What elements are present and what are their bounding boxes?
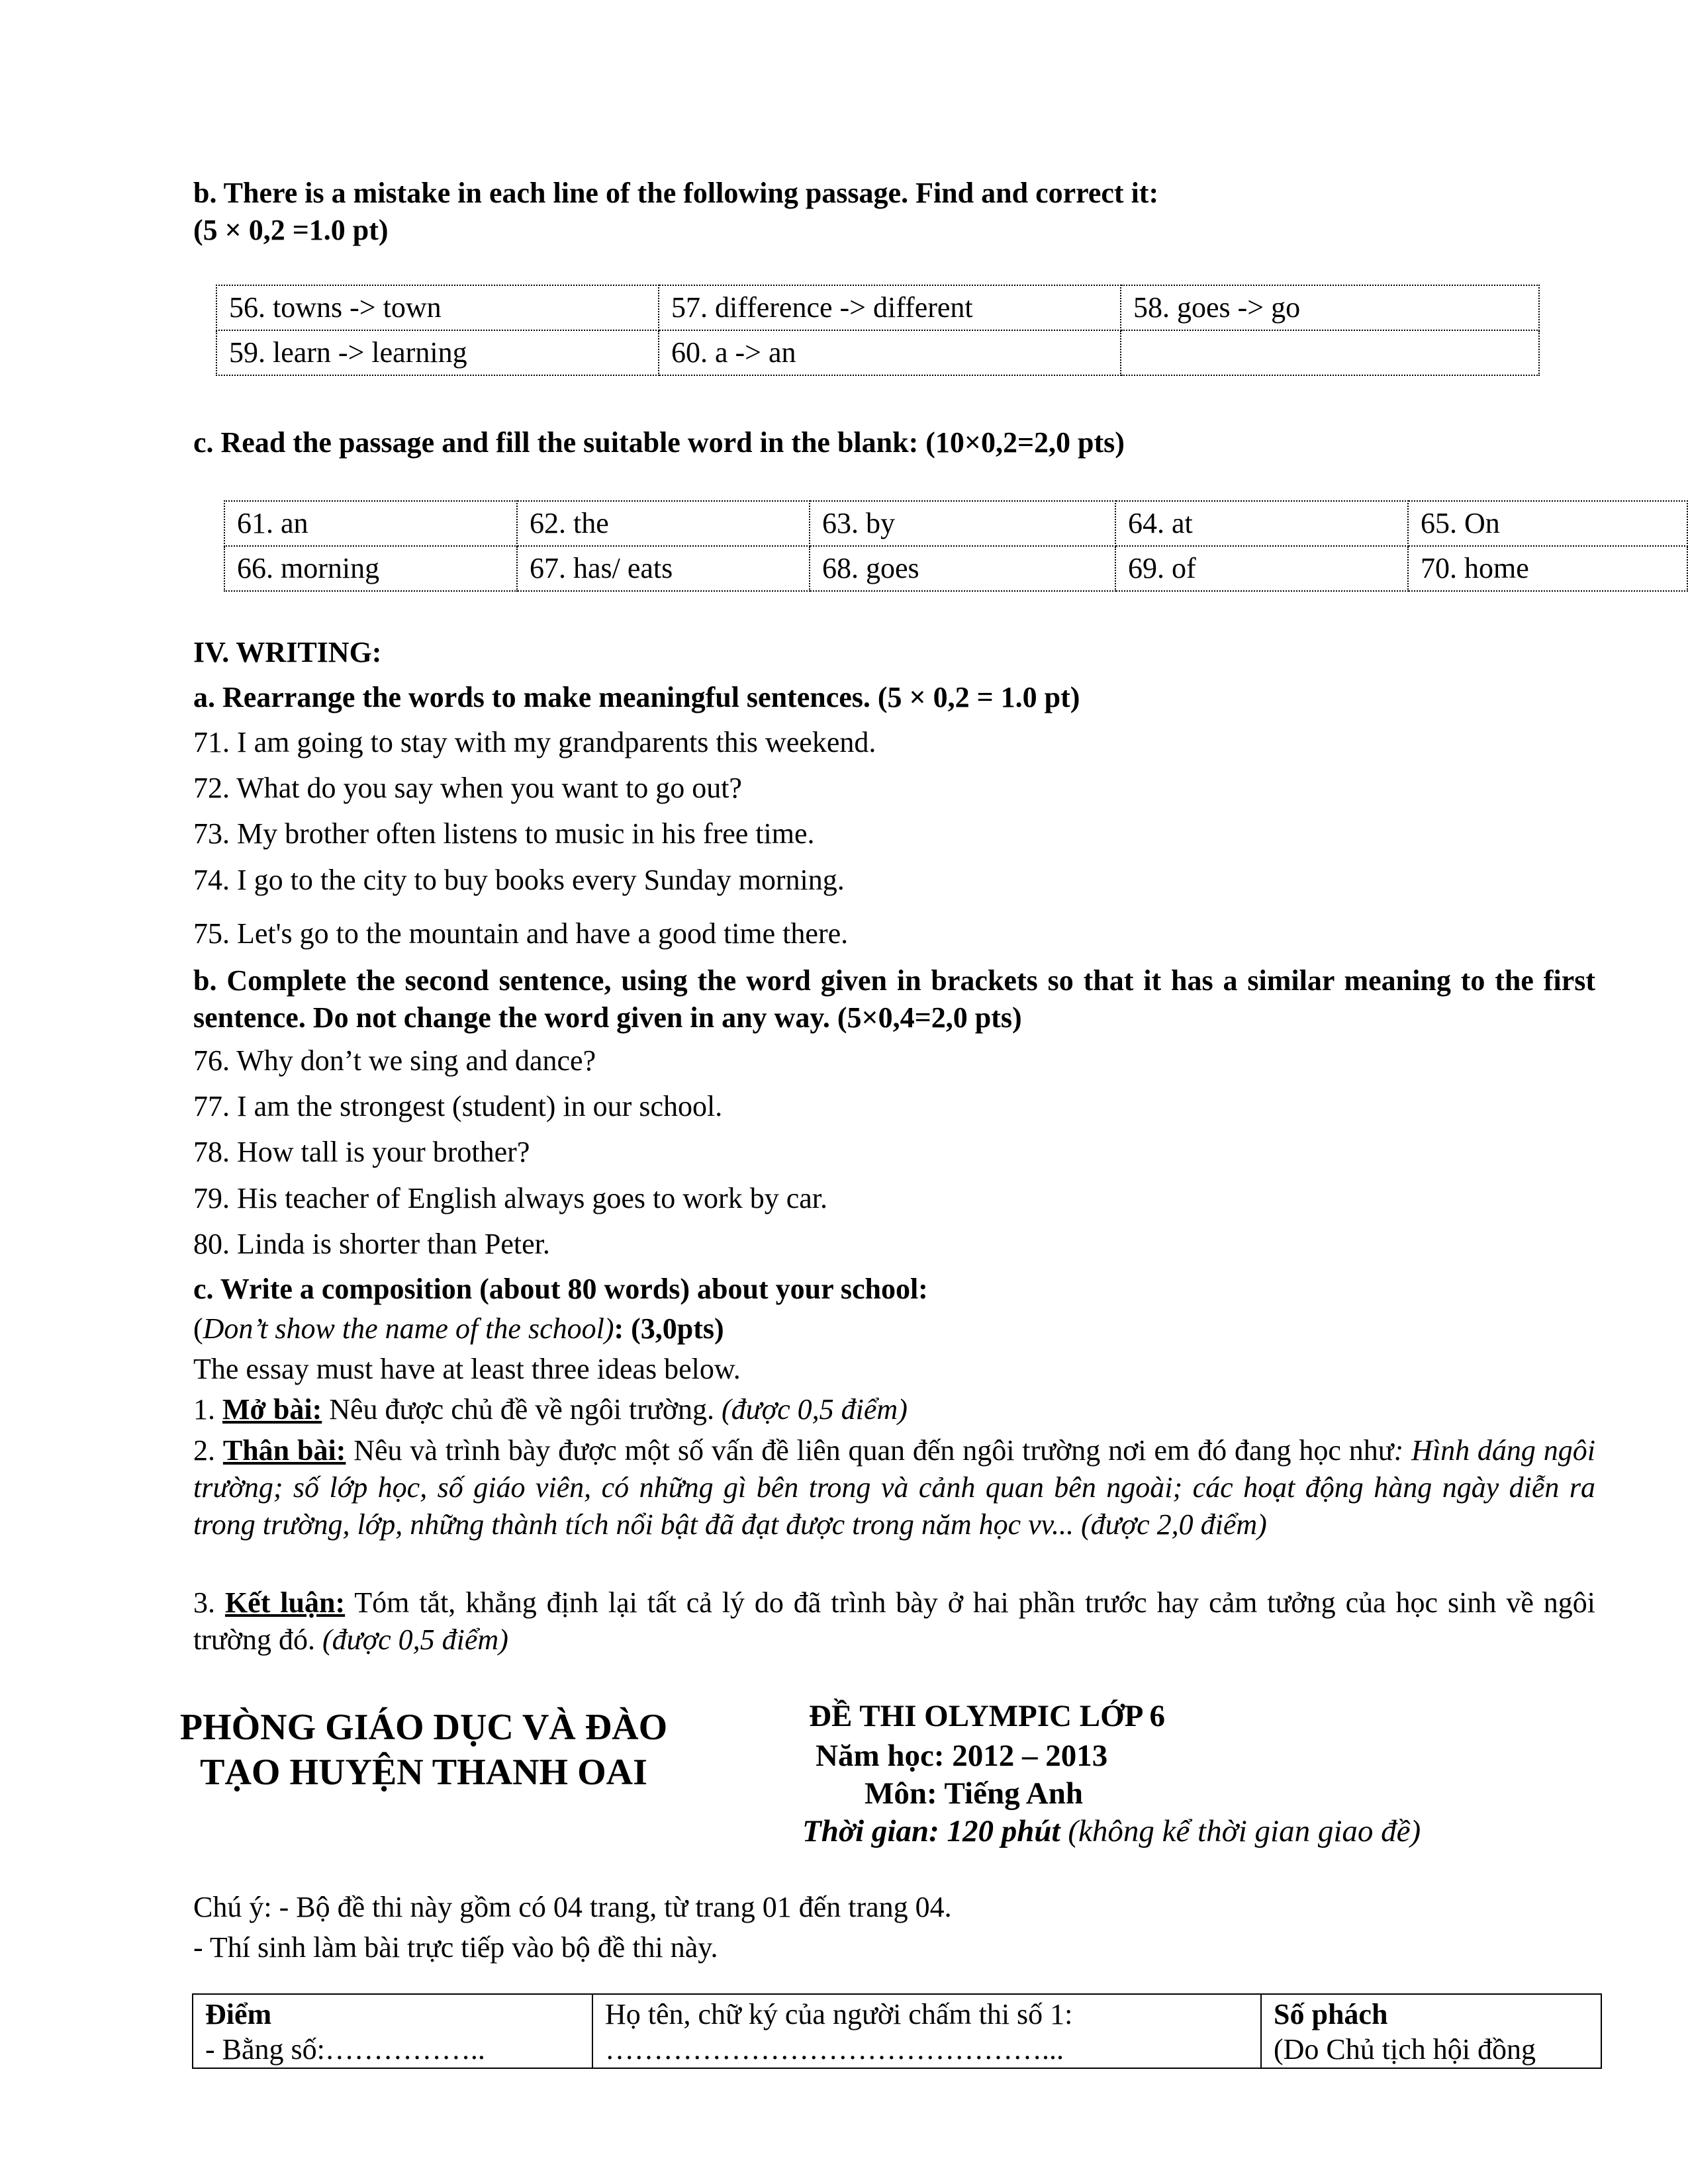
table-row: [216, 330, 1539, 375]
essay-item-label: Kết luận:: [224, 1586, 346, 1619]
table-cell: 59. learn -> learning: [216, 330, 659, 375]
essay-item-3: [193, 1584, 1595, 1659]
department-line-1: PHÒNG GIÁO DỤC VÀ ĐÀO: [179, 1707, 668, 1748]
table-cell: 62. the: [517, 501, 810, 546]
time-label: Thời gian: 120 phút: [802, 1814, 1060, 1848]
note-open: (: [193, 1312, 203, 1345]
subject: Môn: Tiếng Anh: [865, 1776, 1083, 1811]
table-cell: 70. home: [1408, 546, 1687, 591]
table-cell: 57. difference -> different: [659, 285, 1121, 330]
section-b-heading: b. There is a mistake in each line of the following passage. Find and correct it:: [193, 177, 1159, 209]
note-points: : (3,0pts): [614, 1312, 724, 1345]
score-by-number: - Bằng số:……………..: [205, 2032, 485, 2066]
list-item: 71. I am going to stay with my grandparents this weekend.: [193, 726, 876, 758]
essay-item-number: 2.: [193, 1434, 223, 1467]
list-item: 79. His teacher of English always goes to work by car.: [193, 1182, 827, 1214]
essay-item-text: Nêu được chủ đề về ngôi trường.: [322, 1393, 722, 1426]
time-note: (không kể thời gian giao đề): [1060, 1814, 1421, 1848]
list-item: 73. My brother often listens to music in his free time.: [193, 817, 815, 850]
essay-item-italic: : Hình dáng ngôi trường; số lớp học, số giáo viên, có những gì bên trong và cảnh quan bên ngoài; các hoạt động hàng ngày diễn ra trong trường, lớp, những thành tích nổi bật đã đạt được trong năm học vv... (được 2,0 điểm): [193, 1434, 1595, 1541]
writing-b-heading: b. Complete the second sentence, using the word given in brackets so that it has a similar meaning to the first sentence. Do not change the word given in any way. (5×0,4=2,0 pts): [193, 964, 1595, 1034]
essay-item-score: (được 0,5 điểm): [322, 1623, 508, 1656]
writing-c-note: [193, 1312, 1595, 1347]
grader-dots: ………………………………………...: [605, 2032, 1064, 2066]
list-item: 74. I go to the city to buy books every Sunday morning.: [193, 864, 845, 896]
code-note: (Do Chủ tịch hội đồng: [1274, 2032, 1536, 2066]
essay-item-number: 3.: [193, 1586, 225, 1619]
essay-item-1: [193, 1392, 1595, 1428]
score-table: [192, 1993, 1602, 2069]
table-row: [224, 546, 1687, 591]
writing-c-heading: c. Write a composition (about 80 words) about your school:: [193, 1273, 928, 1305]
list-item: 78. How tall is your brother?: [193, 1136, 530, 1168]
fill-blank-answer-table: [224, 500, 1688, 592]
essay-item-label: Mở bài:: [222, 1393, 322, 1426]
essay-item-2: [193, 1432, 1595, 1543]
note-line-2: - Thí sinh làm bài trực tiếp vào bộ đề thi này.: [193, 1931, 718, 1964]
writing-a-heading: a. Rearrange the words to make meaningful sentences. (5 × 0,2 = 1.0 pt): [193, 681, 1080, 713]
essay-item-text: Nêu và trình bày được một số vấn đề liên quan đến ngôi trường nơi em đó đang học như: [346, 1434, 1394, 1467]
grader-cell: [592, 1994, 1261, 2068]
table-cell: 65. On: [1408, 501, 1687, 546]
list-item: 77. I am the strongest (student) in our school.: [193, 1090, 723, 1122]
exam-title: ĐỀ THI OLYMPIC LỚP 6: [809, 1699, 1165, 1733]
note-italic: Don’t show the name of the school): [203, 1312, 614, 1345]
table-cell: 68. goes: [810, 546, 1115, 591]
table-cell: 60. a -> an: [659, 330, 1121, 375]
table-row: [224, 501, 1687, 546]
note-line-1: Chú ý: - Bộ đề thi này gồm có 04 trang, từ trang 01 đến trang 04.: [193, 1891, 952, 1923]
score-title: Điểm: [205, 1998, 272, 2030]
table-row: [193, 1994, 1601, 2068]
code-title: Số phách: [1274, 1998, 1388, 2030]
list-item: 76. Why don’t we sing and dance?: [193, 1044, 596, 1077]
code-cell: [1261, 1994, 1601, 2068]
section-c-heading: c. Read the passage and fill the suitable word in the blank: (10×0,2=2,0 pts): [193, 426, 1125, 459]
table-cell: [1121, 330, 1539, 375]
section-b-points: (5 × 0,2 =1.0 pt): [193, 214, 389, 246]
writing-title: IV. WRITING:: [193, 636, 382, 668]
list-item: 72. What do you say when you want to go out?: [193, 772, 742, 804]
school-year: Năm học: 2012 – 2013: [816, 1739, 1108, 1773]
mistake-answer-table: [216, 285, 1540, 376]
essay-item-number: 1.: [193, 1393, 222, 1426]
table-cell: 66. morning: [224, 546, 517, 591]
list-item: 75. Let's go to the mountain and have a good time there.: [193, 917, 849, 950]
essay-item-score: (được 0,5 điểm): [722, 1393, 908, 1426]
writing-c-intro: The essay must have at least three ideas below.: [193, 1353, 741, 1385]
score-cell: [193, 1994, 592, 2068]
table-cell: 58. goes -> go: [1121, 285, 1539, 330]
department-line-2: TẠO HUYỆN THANH OAI: [200, 1752, 647, 1794]
table-row: [216, 285, 1539, 330]
essay-item-text: Tóm tắt, khẳng định lại tất cả lý do đã trình bày ở hai phần trước hay cảm tưởng của học sinh về ngôi trường đó.: [193, 1586, 1596, 1656]
essay-item-label: Thân bài:: [222, 1434, 346, 1467]
department-title: [126, 1705, 722, 1796]
exam-time: [802, 1813, 1421, 1850]
table-cell: 69. of: [1115, 546, 1408, 591]
table-cell: 64. at: [1115, 501, 1408, 546]
table-cell: 61. an: [224, 501, 517, 546]
table-cell: 63. by: [810, 501, 1115, 546]
table-cell: 56. towns -> town: [216, 285, 659, 330]
list-item: 80. Linda is shorter than Peter.: [193, 1228, 550, 1260]
table-cell: 67. has/ eats: [517, 546, 810, 591]
grader-title: Họ tên, chữ ký của người chấm thi số 1:: [605, 1998, 1073, 2030]
